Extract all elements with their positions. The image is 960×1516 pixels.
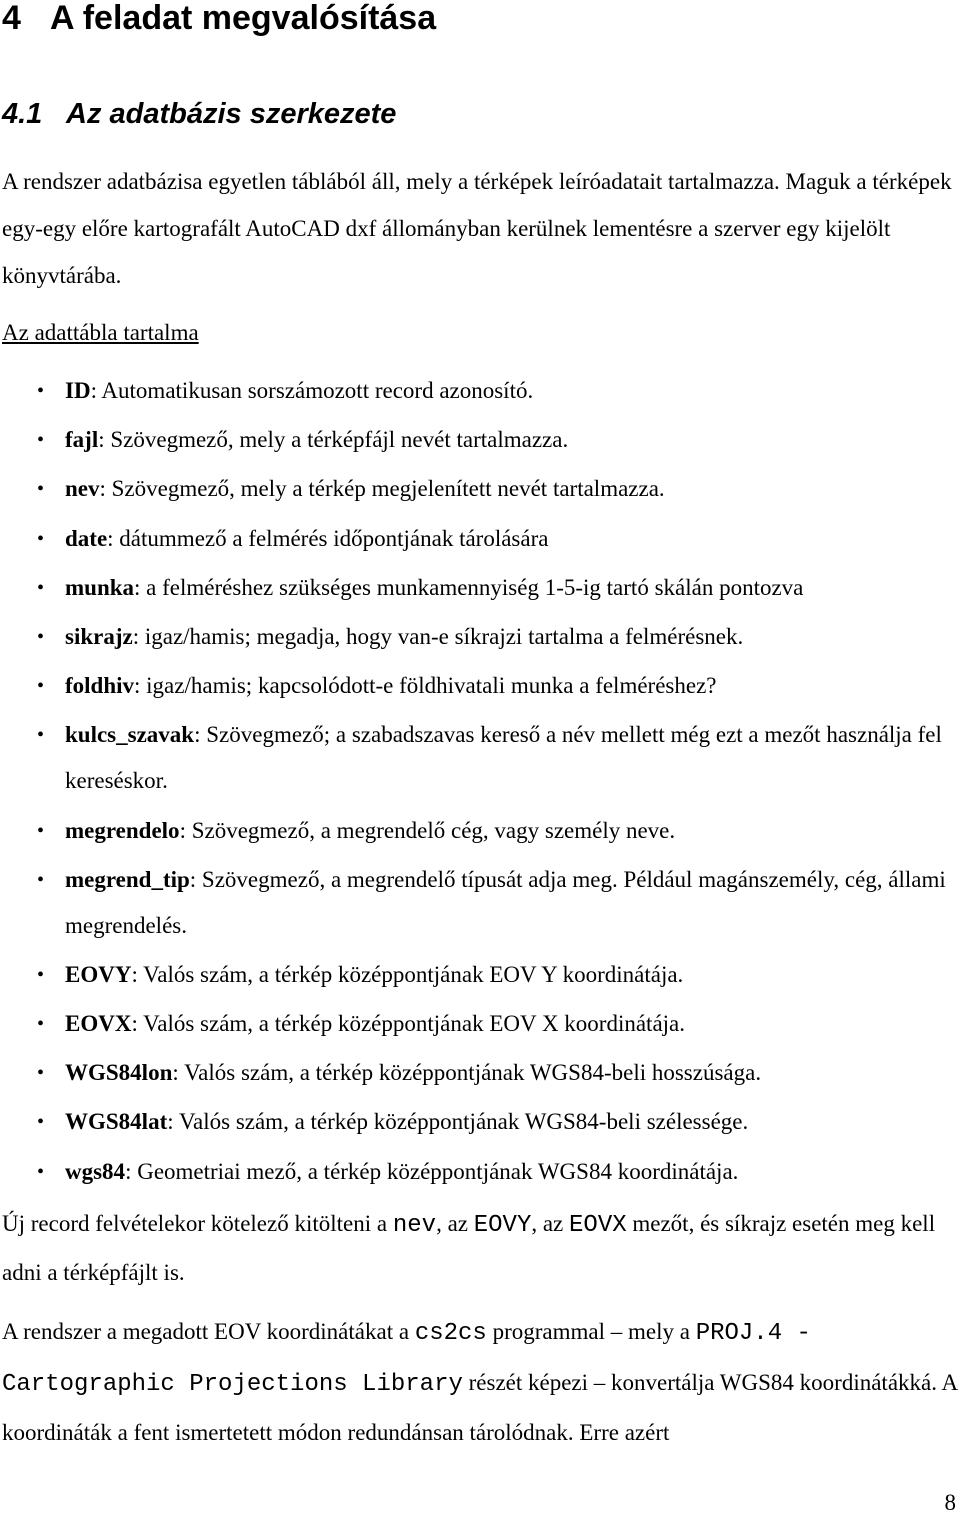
chapter-heading: [2, 0, 436, 39]
bullet-icon: •: [37, 819, 45, 842]
field-name: sikrajz: [65, 623, 133, 649]
field-description: : Szövegmező, a megrendelő cég, vagy személy neve.: [179, 817, 676, 843]
field-item: [0, 1050, 960, 1096]
field-description: : Szövegmező, mely a térkép megjelenített nevét tartalmazza.: [99, 476, 665, 502]
field-description: : Valós szám, a térkép középpontjának WGS84-beli hosszúsága.: [172, 1060, 762, 1086]
field-name: ID: [65, 378, 91, 403]
code-eovy: EOVY: [473, 1212, 532, 1239]
section-title: Az adatbázis szerkezete: [66, 98, 397, 130]
intro-paragraph: A rendszer adatbázisa egyetlen táblából áll, mely a térképek leíróadatait tartalmazza. Maguk a térképek egy-egy előre kartografált AutoCAD dxf állományban kerülnek lementésre a szerver egy kijelölt könyvtárába.: [2, 169, 952, 288]
bullet-icon: •: [37, 1160, 45, 1183]
note-text: mezőt, és síkrajz esetén meg kell adni a térképfájlt is.: [2, 1211, 936, 1285]
field-name: fajl: [65, 427, 99, 453]
field-description: : igaz/hamis; kapcsolódott-e földhivatali munka a felméréshez?: [134, 673, 717, 699]
bullet-icon: •: [37, 724, 45, 747]
field-name: WGS84lat: [65, 1109, 168, 1135]
field-description: : Valós szám, a térkép középpontjának EOV X koordinátája.: [131, 1011, 686, 1037]
code-cs2cs: cs2cs: [414, 1320, 487, 1347]
field-description: : Szövegmező, mely a térképfájl nevét tartalmazza.: [98, 427, 569, 453]
field-description: : Geometriai mező, a térkép középpontjának WGS84 koordinátája.: [125, 1158, 739, 1184]
bullet-icon: •: [37, 380, 45, 402]
field-description: : dátummező a felmérés időpontjának tárolására: [107, 525, 549, 551]
field-item: [0, 952, 960, 998]
paragraph-text: programmal – mely a: [486, 1319, 696, 1344]
bullet-icon: •: [37, 429, 45, 452]
code-eovx: EOVX: [569, 1212, 627, 1239]
field-item: [0, 857, 960, 949]
code-nev: nev: [392, 1212, 437, 1239]
field-list: [0, 368, 960, 1198]
field-item: [0, 1099, 960, 1145]
field-item: [0, 417, 960, 463]
bullet-icon: •: [37, 675, 45, 698]
field-item: [0, 368, 960, 414]
bullet-icon: •: [37, 1062, 45, 1085]
field-name: EOVX: [65, 1011, 132, 1037]
bullet-icon: •: [37, 963, 45, 986]
field-name: foldhiv: [65, 673, 135, 699]
field-item: [0, 712, 960, 804]
field-description: : Valós szám, a térkép középpontjának WGS84-beli szélessége.: [167, 1109, 749, 1135]
field-name: megrend_tip: [65, 866, 190, 892]
table-content-heading: Az adattábla tartalma: [2, 320, 199, 345]
field-name: wgs84: [65, 1158, 126, 1184]
field-description: : a felméréshez szükséges munkamennyiség 1-5-ig tartó skálán pontozva: [134, 574, 804, 600]
paragraph-text: A rendszer a megadott EOV koordinátákat a: [2, 1319, 415, 1344]
conversion-paragraph: [2, 1308, 960, 1458]
code-proj4-library: PROJ.4 - Cartographic Projections Library: [2, 1320, 811, 1398]
chapter-number: 4: [2, 0, 21, 37]
bullet-icon: •: [37, 576, 45, 599]
bullet-icon: •: [37, 478, 45, 501]
bullet-icon: •: [37, 625, 45, 648]
bullet-icon: •: [37, 527, 45, 550]
section-number: 4.1: [2, 98, 43, 130]
field-item: [0, 516, 960, 562]
bullet-icon: •: [37, 1013, 45, 1036]
bullet-icon: •: [37, 1111, 45, 1134]
required-fields-note: [2, 1200, 960, 1296]
field-description: : Valós szám, a térkép középpontjának EOV Y koordinátája.: [131, 961, 684, 987]
field-description: : Szövegmező; a szabadszavas kereső a név mellett még ezt a mezőt használja fel kereséskor.: [65, 722, 942, 794]
field-item: [0, 808, 960, 854]
field-item: [0, 565, 960, 611]
field-name: date: [65, 525, 108, 551]
note-text: , az: [436, 1211, 474, 1236]
field-name: munka: [65, 574, 135, 600]
chapter-title: A feladat megvalósítása: [50, 0, 437, 37]
note-text: Új record felvételekor kötelező kitölteni a: [2, 1211, 393, 1236]
field-item: [0, 663, 960, 709]
field-name: kulcs_szavak: [65, 722, 195, 748]
field-name: nev: [65, 476, 100, 502]
field-description: : igaz/hamis; megadja, hogy van-e síkrajzi tartalma a felmérésnek.: [132, 623, 744, 649]
note-text: , az: [531, 1211, 570, 1236]
field-item: [0, 614, 960, 660]
paragraph-text: részét képezi – konvertálja WGS84 koordinátákká. A koordináták a fent ismertetett módon redundánsan tárolódnak. Erre azért: [2, 1369, 957, 1445]
field-item: [0, 466, 960, 512]
page-number: 8: [944, 1490, 956, 1515]
field-name: EOVY: [65, 961, 132, 987]
section-heading: [2, 94, 396, 134]
field-description: : Automatikusan sorszámozott record azonosító.: [90, 378, 534, 403]
field-name: megrendelo: [65, 817, 180, 843]
field-name: WGS84lon: [65, 1060, 173, 1086]
field-item: [0, 1001, 960, 1047]
bullet-icon: •: [37, 868, 45, 891]
field-description: : Szövegmező, a megrendelő típusát adja meg. Például magánszemély, cég, állami megrendelés.: [65, 866, 946, 938]
field-item: [0, 1149, 960, 1195]
